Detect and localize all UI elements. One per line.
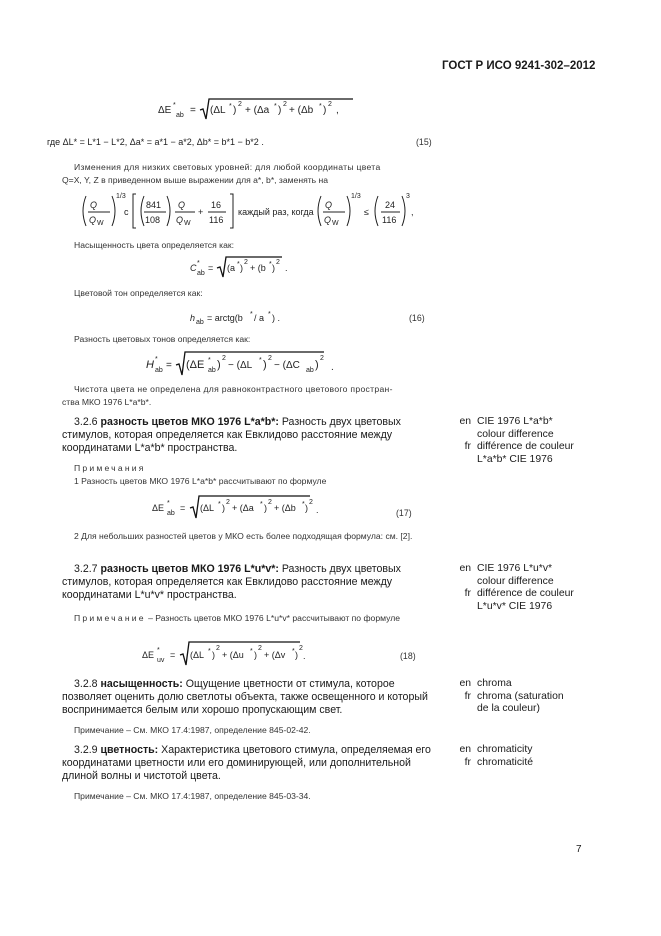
svg-text:): ) — [263, 359, 267, 371]
lang-fr: fr — [464, 441, 471, 453]
svg-text:Q: Q — [90, 200, 98, 210]
term-fr: différence de couleur — [477, 588, 574, 600]
svg-text:=: = — [166, 360, 172, 371]
lang-fr: fr — [464, 690, 471, 702]
lang-fr: fr — [464, 588, 471, 600]
note-2: 2 Для небольших разностей цветов у МКО есть более подходящая формула: см. [2]. — [74, 531, 413, 541]
svg-text:*: * — [208, 357, 211, 364]
purity-line-2: ства МКО 1976 L*a*b*. — [62, 397, 152, 407]
svg-text:uv: uv — [157, 657, 165, 664]
svg-text:841: 841 — [146, 200, 162, 210]
note-text: – Разность цветов МКО 1976 L*u*v* рассчитывают по формуле — [148, 613, 401, 623]
formula-hue — [190, 309, 300, 331]
svg-text:+ (Δv: + (Δv — [264, 650, 286, 660]
svg-text:Q: Q — [176, 215, 184, 225]
svg-text:2: 2 — [320, 355, 324, 362]
term-title: разность цветов МКО 1976 L*u*v*: — [100, 563, 279, 575]
term-en: CIE 1976 L*u*v* — [477, 563, 553, 574]
note-label: Примечание — [74, 613, 146, 623]
svg-text:W: W — [184, 220, 191, 227]
equation-number-15: (15) — [416, 137, 432, 147]
term-number: 3.2.6 — [74, 416, 98, 428]
lang-en: en — [459, 678, 471, 689]
svg-text:с: с — [124, 207, 129, 217]
term-fr: différence de couleur — [477, 441, 574, 453]
svg-text:*: * — [250, 648, 253, 655]
formula-18 — [142, 640, 322, 672]
svg-text:W: W — [97, 220, 104, 227]
low-light-line-1: Изменения для низких световых уровней: для любой координаты цвета — [74, 162, 381, 172]
svg-text:2: 2 — [222, 355, 226, 362]
svg-text:*: * — [237, 261, 240, 268]
svg-text:,: , — [411, 207, 414, 217]
purity-line-1: Чистота цвета не определена для равноконтрастного цветового простран- — [74, 384, 393, 394]
note-1: 1 Разность цветов МКО 1976 L*a*b* рассчитывают по формуле — [74, 476, 327, 486]
svg-text:+: + — [198, 207, 204, 217]
term-fr: chromaticité — [477, 756, 534, 768]
svg-text:ab: ab — [167, 510, 175, 517]
note-3-2-9: Примечание – См. МКО 17.4:1987, определение 845-03-34. — [74, 791, 311, 801]
formula-chroma-render — [190, 255, 300, 281]
svg-text:*: * — [208, 648, 211, 655]
term-3-2-7-translations — [452, 563, 574, 613]
formula-low-light-render — [78, 190, 418, 236]
hue-text: Цветовой тон определяется как: — [74, 288, 203, 298]
term-number: 3.2.7 — [74, 563, 98, 575]
svg-text:.: . — [331, 362, 334, 373]
svg-text:(ΔL: (ΔL — [210, 105, 226, 116]
svg-text:): ) — [278, 105, 282, 116]
notes-heading: Примечания — [74, 463, 146, 473]
formula-15-render — [158, 97, 358, 123]
svg-text:*: * — [302, 501, 305, 508]
term-3-2-6 — [62, 416, 432, 456]
note-3-2-8: Примечание – См. МКО 17.4:1987, определение 845-02-42. — [74, 725, 311, 735]
svg-text:*: * — [274, 103, 277, 110]
formula-low-light — [78, 190, 418, 238]
where-line: где ΔL* = L*1 − L*2, Δa* = a*1 − a*2, Δb* = b*1 − b*2 . — [47, 137, 264, 147]
svg-text:2: 2 — [244, 259, 248, 266]
svg-text:108: 108 — [145, 215, 161, 225]
formula-hue-diff — [146, 350, 346, 382]
svg-text:): ) — [212, 650, 215, 660]
svg-text:2: 2 — [238, 101, 242, 108]
svg-text:(a: (a — [227, 263, 236, 273]
equation-number-16: (16) — [409, 313, 425, 323]
svg-text:*: * — [292, 648, 295, 655]
svg-text:ab: ab — [196, 319, 204, 326]
svg-text:ab: ab — [155, 367, 163, 374]
svg-text:ΔE: ΔE — [152, 503, 165, 513]
term-3-2-9 — [62, 744, 432, 784]
formula-delta-e-ab — [158, 97, 358, 125]
formula-17-render — [152, 494, 332, 522]
formula-hue-render — [190, 309, 300, 329]
svg-text:2: 2 — [216, 645, 220, 652]
lang-en: en — [459, 744, 471, 755]
svg-text:2: 2 — [258, 645, 262, 652]
svg-text:*: * — [197, 260, 200, 267]
svg-text:=: = — [170, 650, 176, 660]
svg-text:*: * — [259, 357, 262, 364]
term-title: цветность: — [100, 744, 159, 756]
svg-text:): ) — [217, 359, 221, 371]
equation-number-17: (17) — [396, 508, 412, 518]
term-fr-2: de la couleur) — [477, 703, 540, 715]
chroma-text: Насыщенность цвета определяется как: — [74, 240, 234, 250]
term-definition: Разность двух цветовых стимулов, которая определяется как Евклидово расстояние между координатами L*u*v* пространства. — [62, 563, 401, 602]
svg-text:2: 2 — [268, 355, 272, 362]
svg-text:*: * — [218, 501, 221, 508]
svg-text:ΔE: ΔE — [142, 650, 155, 660]
svg-text:(ΔE: (ΔE — [186, 359, 205, 371]
svg-text:*: * — [173, 102, 176, 109]
term-en-2: colour difference — [477, 575, 554, 587]
svg-text:*: * — [155, 356, 158, 363]
svg-text:): ) — [315, 359, 319, 371]
svg-text:): ) — [323, 105, 327, 116]
svg-text:W: W — [332, 220, 339, 227]
svg-text:*: * — [260, 501, 263, 508]
svg-text:Q: Q — [89, 215, 97, 225]
svg-text:= arctg(b: = arctg(b — [207, 313, 243, 323]
svg-text:): ) — [222, 503, 225, 513]
svg-text:): ) — [254, 650, 257, 660]
svg-text:(ΔL: (ΔL — [200, 503, 215, 513]
svg-text:ab: ab — [176, 112, 184, 119]
low-light-line-2: Q=X, Y, Z в приведенном выше выражении для a*, b*, заменять на — [62, 175, 329, 185]
svg-text:≤: ≤ — [364, 207, 369, 217]
svg-text:): ) — [264, 503, 267, 513]
svg-text:+ (b: + (b — [250, 263, 266, 273]
term-en: chromaticity — [477, 744, 533, 755]
standard-header: ГОСТ Р ИСО 9241-302–2012 — [442, 60, 596, 72]
svg-text:/ a: / a — [254, 313, 265, 323]
svg-text:Q: Q — [325, 200, 333, 210]
svg-text:1/3: 1/3 — [116, 193, 126, 200]
svg-text:C: C — [190, 263, 197, 273]
svg-text:*: * — [157, 647, 160, 654]
svg-text:*: * — [250, 311, 253, 318]
svg-text:2: 2 — [268, 499, 272, 506]
svg-text:2: 2 — [328, 101, 332, 108]
svg-text:h: h — [190, 313, 196, 323]
svg-text:) .: ) . — [272, 313, 280, 323]
lang-fr: fr — [464, 756, 471, 768]
term-en-2: colour difference — [477, 428, 554, 440]
svg-text:.: . — [285, 263, 288, 273]
term-title: насыщенность: — [100, 678, 183, 690]
svg-text:+ (Δu: + (Δu — [222, 650, 244, 660]
formula-18-render — [142, 640, 322, 670]
formula-chroma — [190, 255, 300, 283]
term-title: разность цветов МКО 1976 L*a*b*: — [100, 416, 279, 428]
term-definition: Ощущение цветности от стимула, которое позволяет оценить долю светлоты объекта, также освещенного и который воспринимается белым или хорошо пропускающим свет. — [62, 678, 428, 717]
svg-text:116: 116 — [382, 215, 397, 225]
svg-text:*: * — [229, 103, 232, 110]
term-fr-2: L*u*v* CIE 1976 — [477, 600, 553, 612]
svg-text:=: = — [208, 263, 214, 273]
formula-17 — [152, 494, 332, 524]
svg-text:2: 2 — [226, 499, 230, 506]
term-fr-2: L*a*b* CIE 1976 — [477, 453, 553, 465]
svg-text:): ) — [240, 263, 243, 273]
lang-en: en — [459, 563, 471, 574]
svg-text:Q: Q — [324, 215, 332, 225]
svg-text:каждый раз, когда: каждый раз, когда — [238, 207, 314, 217]
svg-text:− (ΔL: − (ΔL — [228, 360, 253, 371]
svg-text:(ΔL: (ΔL — [190, 650, 205, 660]
note-3-2-7 — [62, 612, 432, 624]
svg-text:=: = — [190, 105, 196, 116]
svg-text:.: . — [303, 651, 306, 661]
svg-text:2: 2 — [283, 101, 287, 108]
term-3-2-6-translations — [452, 416, 574, 466]
svg-text:): ) — [305, 503, 308, 513]
svg-text:=: = — [180, 503, 186, 513]
svg-text:16: 16 — [211, 200, 222, 210]
equation-number-18: (18) — [400, 651, 416, 661]
svg-text:): ) — [295, 650, 298, 660]
formula-hue-diff-render — [146, 350, 346, 380]
svg-text:*: * — [167, 500, 170, 507]
term-3-2-8 — [62, 678, 432, 718]
svg-text:): ) — [272, 263, 275, 273]
term-number: 3.2.9 — [74, 744, 98, 756]
svg-text:*: * — [319, 103, 322, 110]
svg-text:ab: ab — [208, 367, 216, 374]
svg-text:+ (Δa: + (Δa — [232, 503, 254, 513]
svg-text:116: 116 — [209, 215, 224, 225]
svg-text:ab: ab — [306, 367, 314, 374]
svg-text:,: , — [336, 105, 339, 116]
svg-text:24: 24 — [385, 200, 396, 210]
svg-text:− (ΔC: − (ΔC — [274, 360, 300, 371]
svg-text:ΔE: ΔE — [158, 105, 172, 116]
term-en: chroma — [477, 678, 512, 689]
svg-text:+ (Δb: + (Δb — [289, 105, 314, 116]
term-definition: Разность двух цветовых стимулов, которая определяется как Евклидово расстояние между координатами L*a*b* пространства. — [62, 416, 401, 455]
svg-text:*: * — [269, 261, 272, 268]
svg-text:2: 2 — [276, 259, 280, 266]
term-3-2-7 — [62, 563, 432, 603]
svg-text:1/3: 1/3 — [351, 193, 361, 200]
svg-text:+ (Δa: + (Δa — [245, 105, 270, 116]
lang-en: en — [459, 416, 471, 427]
term-3-2-9-translations — [452, 744, 533, 769]
term-fr: chroma (saturation — [477, 690, 564, 702]
term-en: CIE 1976 L*a*b* — [477, 416, 553, 427]
svg-text:Q: Q — [178, 200, 186, 210]
svg-text:*: * — [268, 311, 271, 318]
svg-text:ab: ab — [197, 270, 205, 277]
svg-text:3: 3 — [406, 193, 410, 200]
page-number: 7 — [576, 844, 582, 855]
term-definition: Характеристика цветового стимула, определяемая его координатами цветности или его доминирующей, или дополнительной длиной волны и чистотой цвета. — [62, 744, 431, 783]
svg-text:H: H — [146, 359, 154, 371]
svg-text:2: 2 — [309, 499, 313, 506]
svg-text:.: . — [316, 505, 319, 515]
svg-text:+ (Δb: + (Δb — [274, 503, 296, 513]
term-3-2-8-translations — [452, 678, 564, 716]
term-number: 3.2.8 — [74, 678, 98, 690]
hue-diff-text: Разность цветовых тонов определяется как: — [74, 334, 251, 344]
svg-text:): ) — [233, 105, 237, 116]
svg-text:2: 2 — [299, 645, 303, 652]
